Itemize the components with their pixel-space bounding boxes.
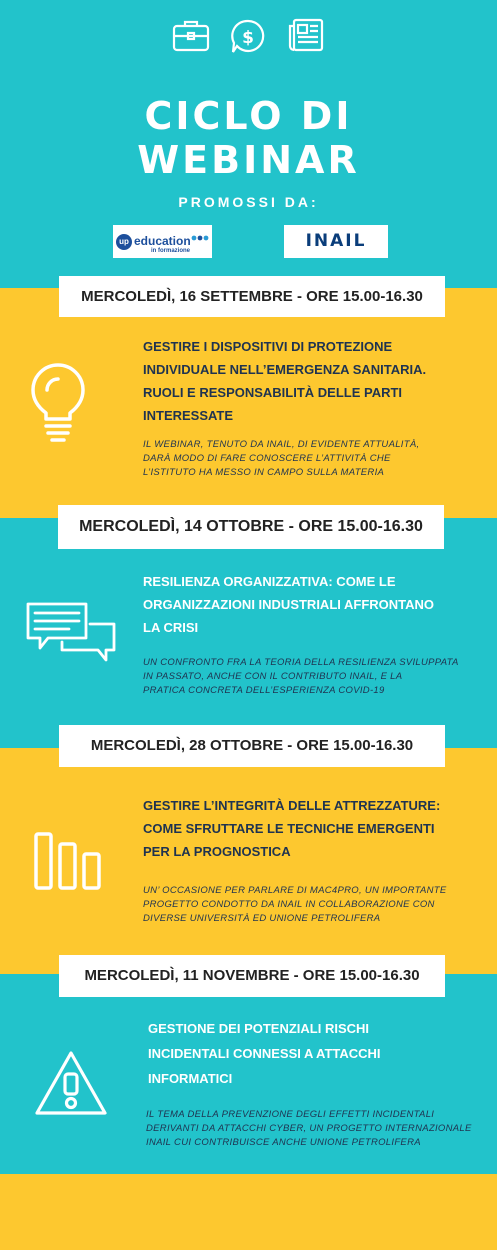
session-1-title-line: INDIVIDUALE NELL’EMERGENZA SANITARIA. (143, 362, 427, 377)
session-1-desc-line: DARÀ MODO DI FARE CONOSCERE L’ATTIVITÀ CHE (143, 453, 391, 464)
session-2-desc-line: PRATICA CONCRETA DELL’ESPERIENZA COVID-19 (143, 685, 385, 696)
briefcase-icon (172, 18, 210, 52)
newspaper-icon (288, 18, 324, 52)
bar-chart-icon (34, 832, 102, 895)
session-2-date: MERCOLEDÌ, 14 OTTOBRE - ORE 15.00-16.30 (58, 505, 444, 549)
session-1-title (143, 335, 443, 427)
dollar-icon (230, 18, 266, 54)
session-3-title-line: GESTIRE L’INTEGRITÀ DELLE ATTREZZATURE: (143, 798, 441, 813)
session-2-desc-line: IN PASSATO, ANCHE CON IL CONTRIBUTO INAIL, E LA (143, 671, 403, 682)
session-4-title (148, 1016, 448, 1091)
session-2-description (143, 656, 473, 698)
session-4-desc-line: INAIL CUI CONTRIBUISCE ANCHE UNIONE PETROLIFERA (146, 1137, 421, 1148)
session-1-desc-line: L’ISTITUTO HA MESSO IN CAMPO SULLA MATERIA (143, 467, 385, 478)
session-2-desc-line: UN CONFRONTO FRA LA TEORIA DELLA RESILIENZA SVILUPPATA (143, 657, 459, 668)
session-4-description (146, 1108, 474, 1150)
svg-text:$: $ (242, 28, 254, 48)
session-3-title-line: COME SFRUTTARE LE TECNICHE EMERGENTI (143, 821, 435, 836)
session-1-desc-line: IL WEBINAR, TENUTO DA INAIL, DI EVIDENTE ATTUALITÀ, (143, 439, 420, 450)
session-3-desc-line: PROGETTO CONDOTTO DA INAIL IN COLLABORAZIONE CON (143, 899, 435, 910)
session-4-title-line: GESTIONE DEI POTENZIALI RISCHI (148, 1021, 370, 1036)
inail-logo-text: INAIL (305, 231, 367, 251)
session-3-desc-line: DIVERSE UNIVERSITÀ ED UNIONE PETROLIFERA (143, 913, 381, 924)
logo-tagline: in formazione (151, 248, 191, 254)
session-4-desc-line: DERIVANTI DA ATTACCHI CYBER, UN PROGETTO INTERNAZIONALE (146, 1123, 472, 1134)
session-3-desc-line: UN’ OCCASIONE PER PARLARE DI MAC4PRO, UN IMPORTANTE (143, 885, 447, 896)
session-2-title (143, 570, 453, 639)
up-education-logo (113, 225, 212, 258)
lightbulb-icon (28, 363, 88, 450)
session-3-title (143, 794, 463, 863)
title-line-1: CICLO DI (144, 94, 353, 138)
session-1-title-line: INTERESSATE (143, 408, 234, 423)
session-2-title-line: ORGANIZZAZIONI INDUSTRIALI AFFRONTANO (143, 597, 435, 612)
session-2-title-line: RESILIENZA ORGANIZZATIVA: COME LE (143, 574, 396, 589)
warning-icon (34, 1050, 108, 1121)
session-3-description (143, 884, 473, 926)
session-1-date: MERCOLEDÌ, 16 SETTEMBRE - ORE 15.00-16.30 (59, 276, 445, 317)
session-3-title-line: PER LA PROGNOSTICA (143, 844, 291, 859)
session-2-title-line: LA CRISI (143, 620, 199, 635)
session-4-desc-line: IL TEMA DELLA PREVENZIONE DEGLI EFFETTI INCIDENTALI (146, 1109, 435, 1120)
promoted-by-label: PROMOSSI DA: (178, 194, 319, 210)
session-3-date: MERCOLEDÌ, 28 OTTOBRE - ORE 15.00-16.30 (59, 725, 445, 767)
logo-dots-icon (191, 228, 209, 246)
chat-bubbles-icon (26, 602, 118, 669)
logo-name: education (134, 234, 191, 248)
logo-prefix: up (116, 234, 132, 250)
session-4-title-line: INCIDENTALI CONNESSI A ATTACCHI (148, 1046, 381, 1061)
session-4-title-line: INFORMATICI (148, 1071, 233, 1086)
title-line-2: WEBINAR (137, 138, 360, 182)
session-1-description (143, 438, 445, 480)
inail-logo (284, 225, 388, 258)
session-4-date: MERCOLEDÌ, 11 NOVEMBRE - ORE 15.00-16.30 (59, 955, 445, 997)
session-1-title-line: GESTIRE I DISPOSITIVI DI PROTEZIONE (143, 339, 393, 354)
session-1-title-line: RUOLI E RESPONSABILITÀ DELLE PARTI (143, 385, 403, 400)
footer-band (0, 1174, 497, 1250)
